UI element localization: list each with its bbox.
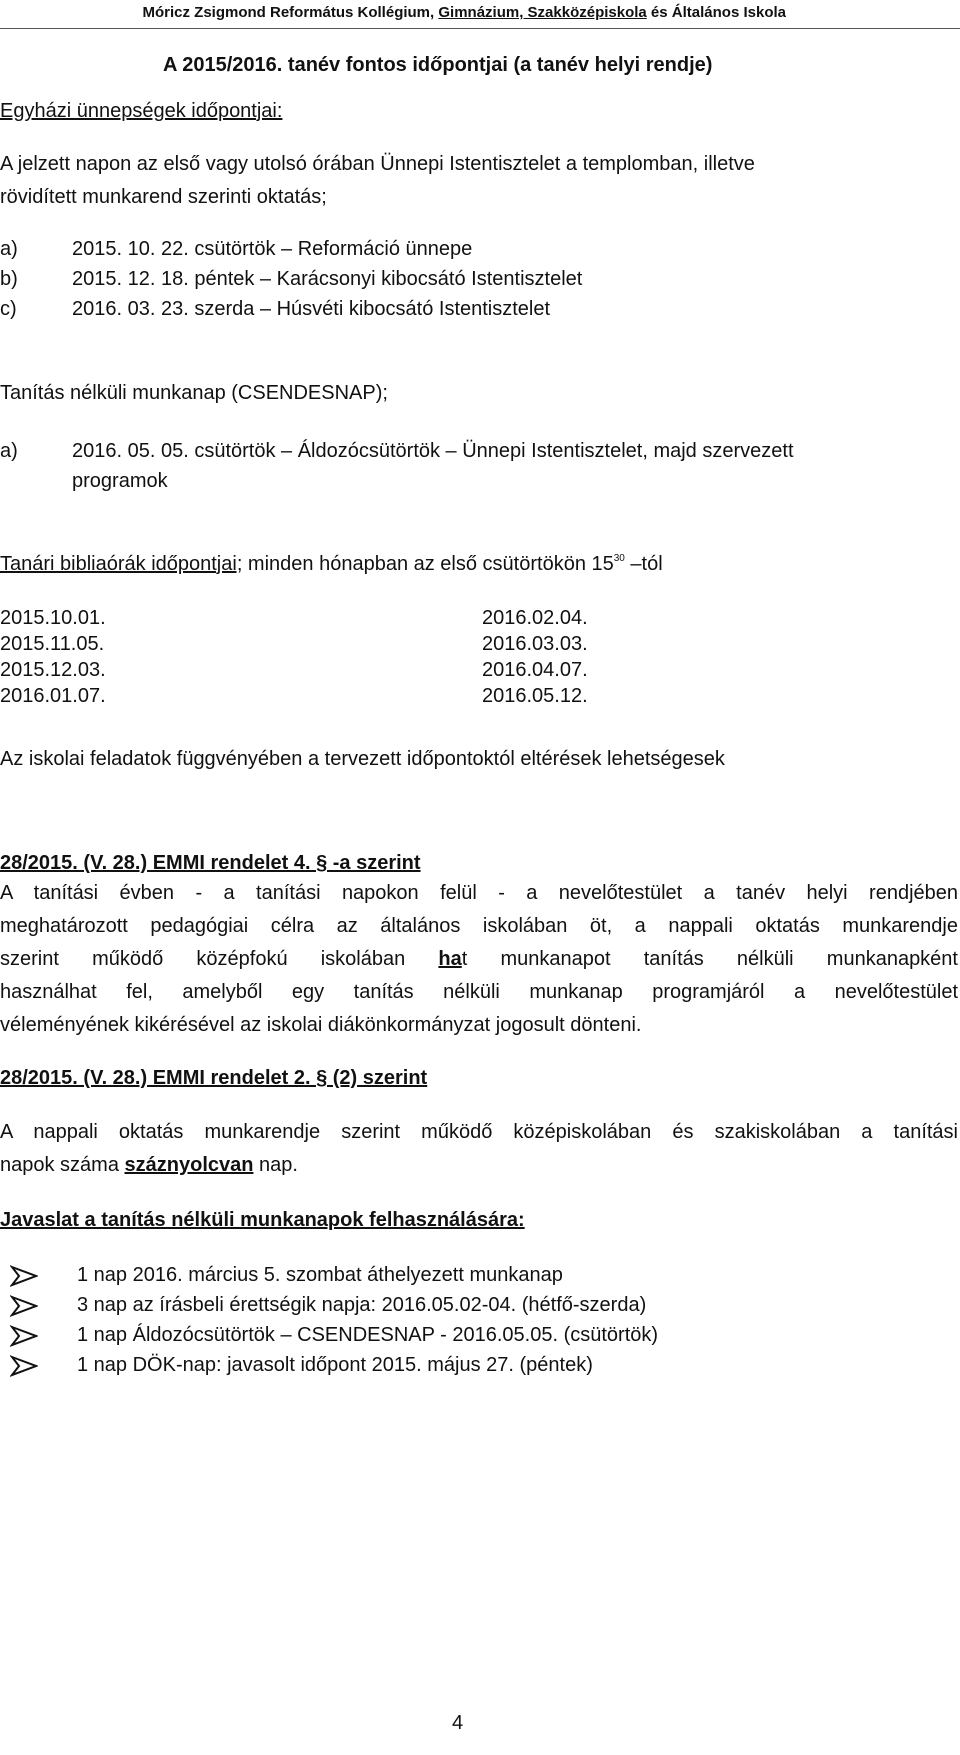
bible-date: 2016.05.12. (482, 685, 588, 707)
csendesnap-item-line-1: 2016. 05. 05. csütörtök – Áldozócsütörtök – Ünnepi Istentisztelet, majd szervezett (72, 440, 794, 462)
rule-2-line (0, 1149, 958, 1182)
bible-date: 2015.10.01. (0, 607, 106, 629)
bible-hours-minutes: 30 (613, 553, 625, 564)
page-number: 4 (452, 1712, 464, 1734)
bible-hours-heading (0, 553, 663, 576)
bible-hours-heading-label: Tanári bibliaórák időpontjai; (0, 553, 243, 575)
church-item-marker: c) (0, 298, 17, 320)
rule-2-heading: 28/2015. (V. 28.) EMMI rendelet 2. § (2) szerint (0, 1067, 428, 1089)
arrow-bullet-icon (10, 1265, 38, 1287)
bible-date: 2015.11.05. (0, 633, 105, 655)
arrow-bullet-icon (10, 1355, 38, 1377)
csendesnap-item-line-2: programok (72, 470, 168, 492)
header-rule (0, 28, 960, 29)
arrow-bullet-icon (10, 1325, 38, 1347)
header-school-suffix: és Általános Iskola (646, 4, 786, 21)
church-intro-line-2: rövidített munkarend szerinti oktatás; (0, 186, 327, 208)
page-header (143, 4, 787, 21)
rule-2-emphasis: száznyolcvan (124, 1154, 254, 1176)
proposal-heading: Javaslat a tanítás nélküli munkanapok felhasználására: (0, 1209, 525, 1231)
rule-1-text: t munkanapot tanítás nélküli munkanapként (461, 948, 958, 970)
bible-date: 2016.02.04. (482, 607, 588, 629)
church-item-text: 2016. 03. 23. szerda – Húsvéti kibocsátó Istentisztelet (72, 298, 551, 320)
church-item-text: 2015. 10. 22. csütörtök – Reformáció ünnepe (72, 238, 473, 260)
page-title: A 2015/2016. tanév fontos időpontjai (a tanév helyi rendje) (163, 54, 713, 76)
church-item-marker: a) (0, 238, 18, 260)
rule-1-text: szerint működő középfokú iskolában (0, 948, 439, 970)
church-item-text: 2015. 12. 18. péntek – Karácsonyi kibocsátó Istentisztelet (72, 268, 583, 290)
header-school-type: Gimnázium, Szakközépiskola (438, 4, 647, 21)
arrow-bullet-icon (10, 1295, 38, 1317)
rule-1-line: használhat fel, amelyből egy tanítás nélküli munkanap programjáról a nevelőtestület (0, 981, 958, 1003)
rule-2-line: A nappali oktatás munkarendje szerint működő középiskolában és szakiskolában a tanítási (0, 1121, 958, 1143)
bible-date: 2016.03.03. (482, 633, 588, 655)
rule-1-emphasis: ha (438, 948, 462, 970)
bible-date: 2016.04.07. (482, 659, 588, 681)
bible-date: 2015.12.03. (0, 659, 106, 681)
csendesnap-item-marker: a) (0, 440, 18, 462)
rule-2-text: nap. (253, 1154, 298, 1176)
bible-date: 2016.01.07. (0, 685, 106, 707)
bible-hours-suffix: –tól (624, 553, 663, 575)
header-school-name: Móricz Zsigmond Református Kollégium, (142, 4, 439, 21)
rule-1-line: véleményének kikérésével az iskolai diákönkormányzat jogosult dönteni. (0, 1014, 642, 1036)
rule-1-line (0, 943, 958, 976)
csendesnap-heading: Tanítás nélküli munkanap (CSENDESNAP); (0, 382, 388, 404)
church-item-marker: b) (0, 268, 18, 290)
bible-hours-heading-text: minden hónapban az első csütörtökön 15 (242, 553, 614, 575)
proposal-item: 1 nap DÖK-nap: javasolt időpont 2015. május 27. (péntek) (77, 1354, 593, 1376)
rule-1-line: A tanítási évben - a tanítási napokon felül - a nevelőtestület a tanév helyi rendjében (0, 882, 958, 904)
rule-2-text: napok száma (0, 1154, 125, 1176)
rule-1-line: meghatározott pedagógiai célra az általános iskolában öt, a nappali oktatás munkarendje (0, 915, 958, 937)
church-intro-line-1: A jelzett napon az első vagy utolsó órában Ünnepi Istentisztelet a templomban, illetve (0, 153, 755, 175)
bible-hours-note: Az iskolai feladatok függvényében a tervezett időpontoktól eltérések lehetségesek (0, 748, 725, 770)
proposal-item: 1 nap 2016. március 5. szombat áthelyezett munkanap (77, 1264, 563, 1286)
proposal-item: 1 nap Áldozócsütörtök – CSENDESNAP - 2016.05.05. (csütörtök) (77, 1324, 659, 1346)
church-events-heading: Egyházi ünnepségek időpontjai: (0, 100, 283, 122)
proposal-item: 3 nap az írásbeli érettségik napja: 2016.05.02-04. (hétfő-szerda) (77, 1294, 647, 1316)
rule-1-heading: 28/2015. (V. 28.) EMMI rendelet 4. § -a szerint (0, 852, 421, 874)
